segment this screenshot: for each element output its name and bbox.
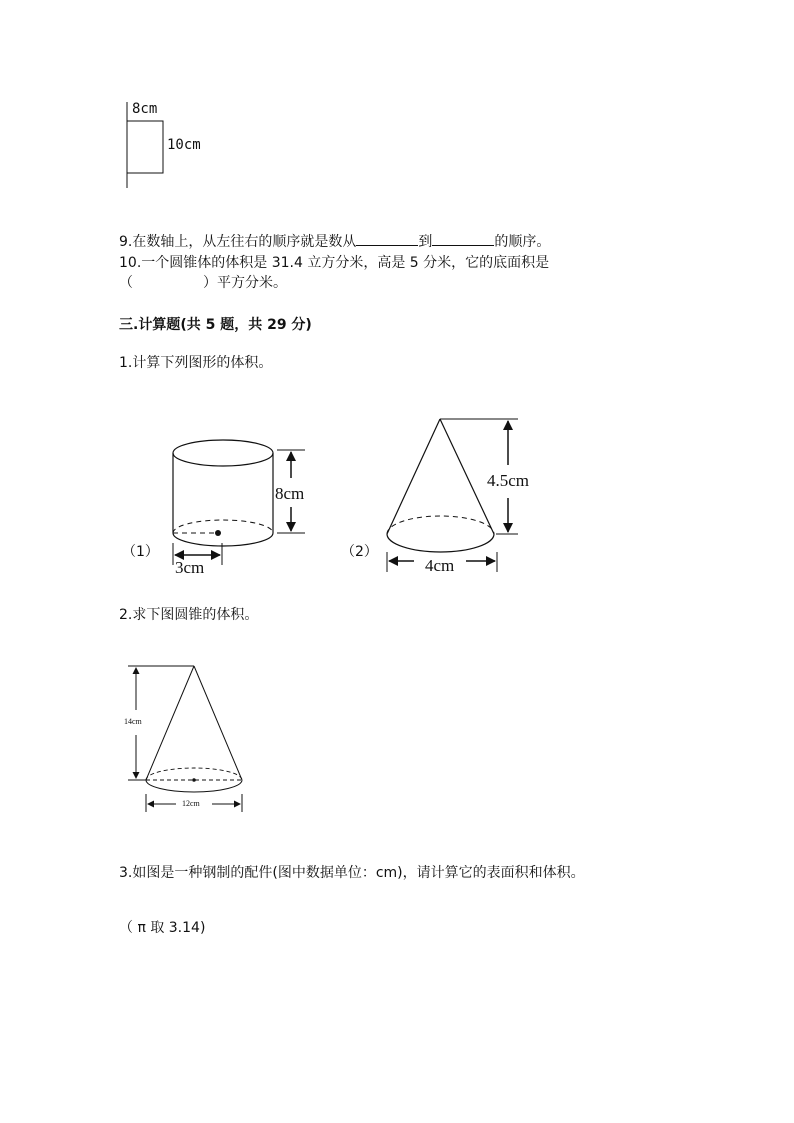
rect-width-label: 8cm [132, 101, 158, 117]
q9-middle: 到 [418, 234, 433, 250]
calc-2-text: 2.求下图圆锥的体积。 [119, 607, 259, 623]
q9-prefix: 9.在数轴上，从左往右的顺序就是数从 [119, 234, 357, 250]
figure-1-number: （1） [122, 544, 159, 560]
calc-3-text: 3.如图是一种钢制的配件(图中数据单位：cm)，请计算它的表面积和体积。 [119, 865, 585, 881]
cylinder-height-label: 8cm [275, 484, 305, 503]
cone-figure-2 [120, 660, 260, 820]
rect-height-label: 10cm [167, 137, 201, 153]
calc-3-note: （ π 取 3.14) [119, 920, 206, 936]
cone-diameter-label: 4cm [425, 556, 455, 575]
q9-suffix: 的顺序。 [494, 234, 551, 250]
cone2-diameter-label: 12cm [182, 799, 200, 808]
cone-height-label: 4.5cm [487, 471, 530, 490]
question-10-line2 [119, 273, 287, 293]
question-9 [119, 231, 550, 252]
figure-2-number: （2） [341, 544, 378, 560]
cone2-height-label: 14cm [124, 717, 142, 726]
cylinder-radius-label: 3cm [175, 558, 205, 577]
cone-figure [380, 410, 545, 580]
q10-close-paren: ）平方分米。 [203, 275, 287, 291]
q9-blank-2 [432, 231, 494, 246]
q10-open-paren: （ [119, 275, 133, 291]
q9-blank-1 [356, 231, 418, 246]
question-10-line1: 10.一个圆锥体的体积是 31.4 立方分米，高是 5 分米，它的底面积是 [119, 255, 550, 271]
calc-1-text: 1.计算下列图形的体积。 [119, 355, 273, 371]
section-3-title: 三.计算题(共 5 题，共 29 分) [119, 317, 312, 333]
